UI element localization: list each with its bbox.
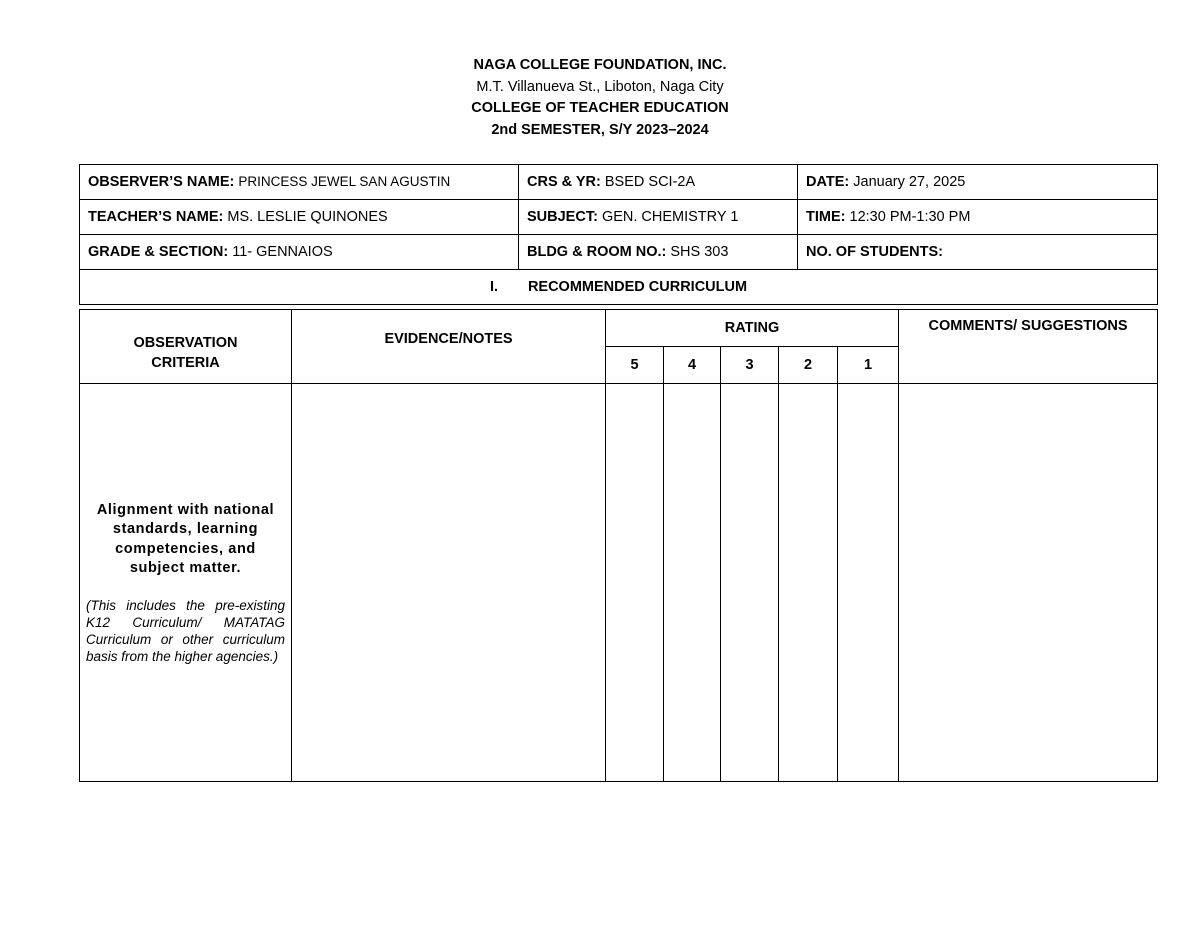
criteria-note: (This includes the pre-existing K12 Curriculum/ MATATAG Curriculum or other curriculum basis from the higher agencies.) — [86, 597, 285, 664]
criteria-cell — [80, 384, 292, 782]
rating-header-label: RATING — [724, 320, 780, 336]
date-label: DATE: — [806, 174, 850, 190]
criteria-header — [80, 310, 292, 384]
info-row — [80, 165, 1158, 200]
students-label: NO. OF STUDENTS: — [806, 244, 943, 260]
time-value: 12:30 PM-1:30 PM — [849, 209, 971, 225]
semester-label: 2nd SEMESTER, S/Y 2023–2024 — [491, 121, 709, 138]
criteria-title: Alignment with national standards, learning competencies, and subject matter. — [96, 501, 275, 576]
rating-5-header: 5 — [606, 347, 664, 384]
observer-name-value: PRINCESS JEWEL SAN AGUSTIN — [238, 174, 451, 189]
observer-name-cell[interactable] — [80, 165, 519, 200]
rating-5-cell[interactable] — [606, 384, 664, 782]
column-header-row — [80, 310, 1158, 347]
teacher-name-label: TEACHER’S NAME: — [88, 209, 224, 225]
section-title-cell — [80, 270, 1158, 305]
rating-1-cell[interactable] — [838, 384, 899, 782]
subject-value: GEN. CHEMISTRY 1 — [601, 209, 739, 225]
comments-header — [899, 310, 1158, 384]
info-row — [80, 200, 1158, 235]
observer-name-label: OBSERVER’S NAME: — [88, 174, 235, 190]
evidence-header — [292, 310, 606, 384]
section-row — [80, 270, 1158, 305]
rating-2-header: 2 — [779, 347, 838, 384]
rating-2-cell[interactable] — [779, 384, 838, 782]
section-number: I. — [489, 279, 498, 295]
course-year-label: CRS & YR: — [527, 174, 601, 190]
college-name: COLLEGE OF TEACHER EDUCATION — [471, 100, 729, 116]
teacher-name-cell[interactable] — [80, 200, 519, 235]
document-header — [0, 55, 1200, 141]
grade-section-cell[interactable] — [80, 235, 519, 270]
rating-4-header: 4 — [664, 347, 721, 384]
date-value: January 27, 2025 — [853, 174, 966, 190]
course-year-cell[interactable] — [519, 165, 798, 200]
bldg-room-cell[interactable] — [519, 235, 798, 270]
info-row — [80, 235, 1158, 270]
course-year-value: BSED SCI-2A — [604, 174, 696, 190]
subject-cell[interactable] — [519, 200, 798, 235]
rating-3-header: 3 — [721, 347, 779, 384]
comments-cell[interactable] — [899, 384, 1158, 782]
bldg-room-label: BLDG & ROOM NO.: — [527, 244, 667, 260]
students-cell[interactable] — [798, 235, 1158, 270]
bldg-room-value: SHS 303 — [670, 244, 729, 260]
evidence-header-label: EVIDENCE/NOTES — [384, 331, 513, 347]
evidence-notes-cell[interactable] — [292, 384, 606, 782]
comments-header-label: COMMENTS/ SUGGESTIONS — [928, 318, 1128, 334]
observation-criteria-table — [79, 309, 1158, 782]
table-row — [80, 384, 1158, 782]
criteria-header-label: OBSERVATION CRITERIA — [133, 334, 238, 371]
grade-section-value: 11- GENNAIOS — [232, 244, 333, 260]
time-label: TIME: — [806, 209, 846, 225]
date-cell[interactable] — [798, 165, 1158, 200]
institution-address: M.T. Villanueva St., Liboton, Naga City — [476, 78, 724, 95]
teacher-name-value: MS. LESLIE QUINONES — [227, 209, 388, 225]
observation-info-table — [79, 164, 1158, 305]
rating-1-header: 1 — [838, 347, 899, 384]
subject-label: SUBJECT: — [527, 209, 598, 225]
rating-4-cell[interactable] — [664, 384, 721, 782]
time-cell[interactable] — [798, 200, 1158, 235]
section-title: RECOMMENDED CURRICULUM — [527, 279, 748, 295]
institution-name: NAGA COLLEGE FOUNDATION, INC. — [473, 57, 727, 73]
grade-section-label: GRADE & SECTION: — [88, 244, 229, 260]
rating-3-cell[interactable] — [721, 384, 779, 782]
rating-header — [606, 310, 899, 347]
